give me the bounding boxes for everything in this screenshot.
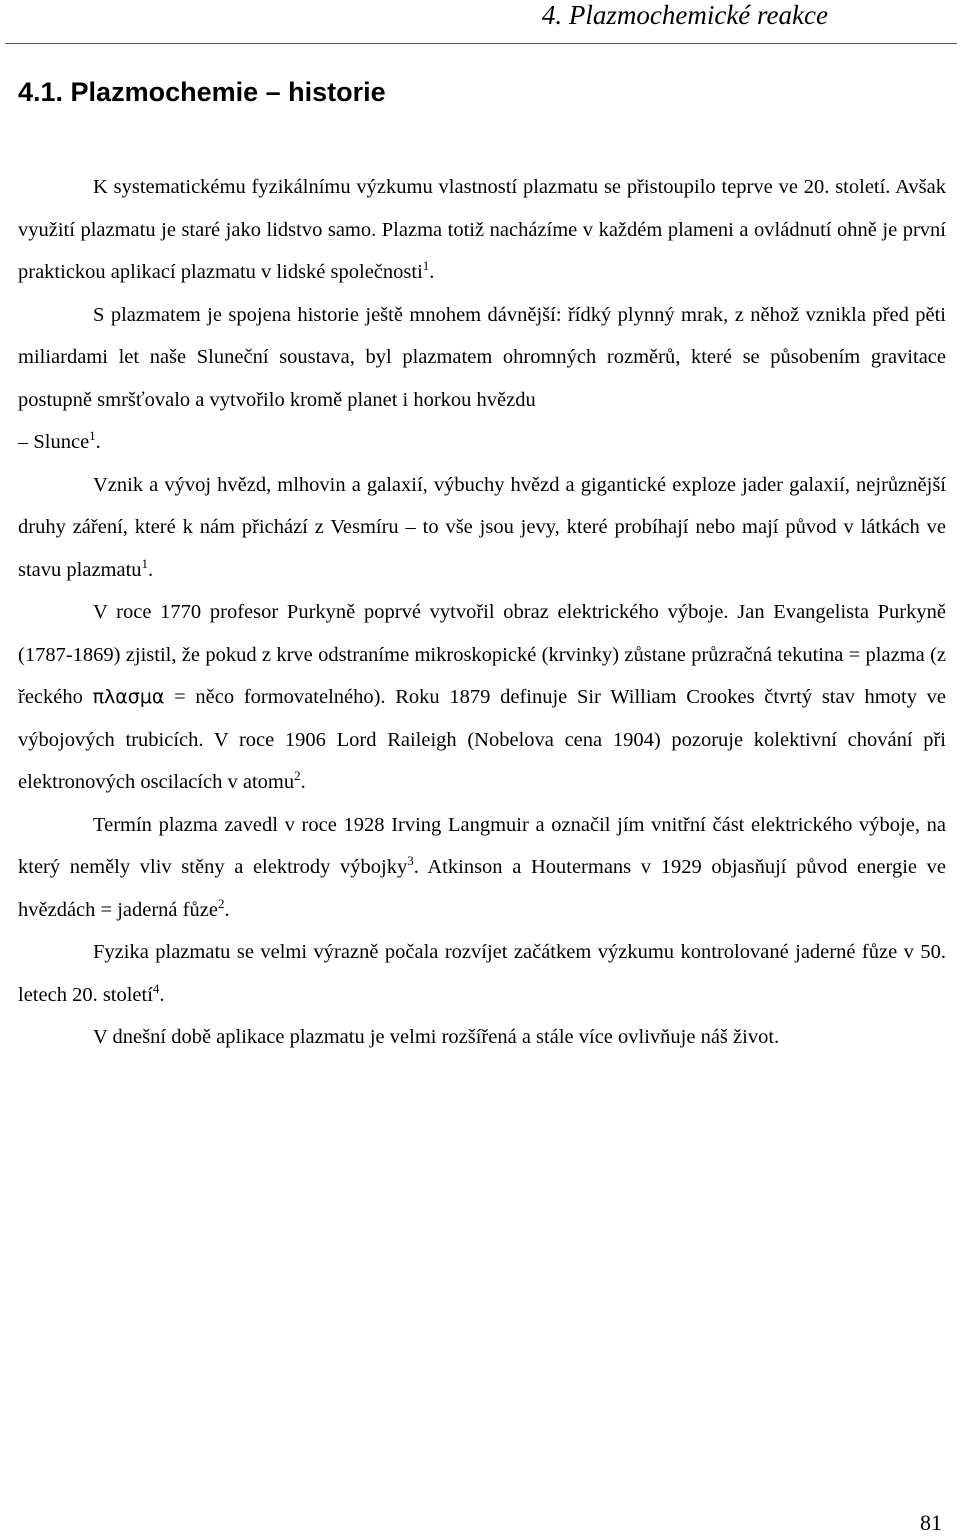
paragraph-end: . — [159, 983, 165, 1006]
paragraph-4-text-before-greek: V roce 1770 profesor Purkyně poprvé vytvořil obraz elektrického výboje. Jan Evangelista Purkyně (1787-1869) zjistil, že pokud z krve odstraníme mikroskopické (krvinky) zůstane průzračná tekutina = plazma (z řeckého — [18, 601, 946, 708]
paragraph-6 — [18, 931, 946, 1016]
paragraph-2-text: S plazmatem je spojena historie ještě mnohem dávnější: řídký plynný mrak, z něhož vznikla před pěti miliardami let naše Sluneční soustava, byl plazmatem ohromných rozměrů, které se působením gravitace postupně smršťovalo a vytvořilo kromě planet i horkou hvězdu — [18, 303, 946, 411]
citation-ref: 1 — [141, 555, 149, 571]
paragraph-6-text: Fyzika plazmatu se velmi výrazně počala rozvíjet začátkem výzkumu kontrolované jaderné fůze v 50. letech 20. století — [18, 941, 946, 1006]
citation-ref: 1 — [422, 258, 430, 273]
paragraph-end: . — [148, 558, 154, 581]
citation-ref: 1 — [89, 428, 96, 443]
paragraph-4 — [18, 591, 946, 804]
section-title: 4.1. Plazmochemie – historie — [18, 77, 386, 107]
header-rule — [5, 43, 957, 44]
page-number: 81 — [920, 1510, 942, 1535]
paragraph-3 — [18, 464, 946, 592]
paragraph-end: . — [95, 431, 101, 453]
paragraph-3-text: Vznik a vývoj hvězd, mlhovin a galaxií, výbuchy hvězd a gigantické exploze jader galaxií, nejrůznější druhy záření, které k nám přichází z Vesmíru – to vše jsou jevy, které probíhají nebo mají původ v látkách ve stavu plazmatu — [18, 473, 946, 581]
citation-ref: 2 — [294, 768, 301, 783]
paragraph-5 — [18, 804, 946, 932]
paragraph-1 — [18, 166, 946, 294]
citation-ref: 3 — [407, 853, 414, 868]
paragraph-7 — [18, 1016, 946, 1059]
paragraph-7-text: V dnešní době aplikace plazmatu je velmi rozšířená a stále více ovlivňuje náš život. — [93, 1026, 780, 1048]
citation-ref: 2 — [217, 895, 225, 911]
body-text — [18, 166, 946, 1059]
paragraph-2-line-start: – Slunce — [18, 431, 90, 453]
paragraph-2 — [18, 294, 946, 464]
citation-ref: 4 — [152, 980, 160, 996]
paragraph-1-text: K systematickému fyzikálnímu výzkumu vlastností plazmatu se přistoupilo teprve ve 20. století. Avšak využití plazmatu je staré jako lidstvo samo. Plazma totiž nacházíme v každém plameni a ovládnutí ohně je první praktickou aplikací plazmatu v lidské společnosti — [18, 176, 946, 283]
paragraph-end: . — [429, 261, 435, 283]
running-header: 4. Plazmochemické reakce — [541, 0, 828, 30]
paragraph-5-text-after-ref: . Atkinson a Houtermans v 1929 objasňují původ energie ve hvězdách = jaderná fůze — [18, 856, 946, 921]
paragraph-5-text: Termín plazma zavedl v roce 1928 Irving Langmuir a označil jím vnitřní část elektrického výboje, na který neměly vliv stěny a elektrody výbojky — [18, 813, 946, 878]
paragraph-end: . — [300, 771, 306, 793]
paragraph-4-text-after-greek: = něco formovatelného). Roku 1879 definuje Sir William Crookes čtvrtý stav hmoty ve výbojových trubicích. V roce 1906 Lord Raileigh (Nobelova cena 1904) pozoruje kolektivní chování při elektronových oscilacích v atomu — [18, 686, 946, 793]
paragraph-end: . — [224, 898, 230, 921]
greek-word: πλασμα — [92, 686, 165, 708]
